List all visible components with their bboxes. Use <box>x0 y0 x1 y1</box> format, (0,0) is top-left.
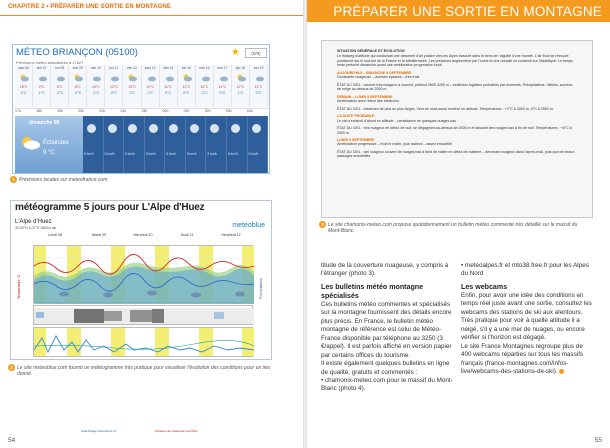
section-title: PRÉPARER UNE SORTIE EN MONTAGNE <box>333 4 602 19</box>
sun-cloud-icon <box>182 74 192 82</box>
wind-speed: 5 km/h <box>166 152 177 156</box>
meteogram-place: L'Alpe d'Huez <box>15 219 52 225</box>
bulletin-paragraph <box>337 71 575 81</box>
hourly-cell <box>248 116 269 173</box>
cloud-icon <box>218 74 228 82</box>
photo1-caption: Prévisions locales sur meteofrance.com <box>19 177 108 183</box>
page-number-right: 55 <box>594 437 602 444</box>
bulletin-heading: AUJOURD'HUI – DIMANCHE 8 SEPTEMBRE <box>337 70 412 75</box>
cloud-icon <box>254 74 264 82</box>
body-paragraph: Il existe également quelques bulletins en ligne de qualité, gratuits et commentés : <box>321 360 450 376</box>
temp-min: 4°C <box>20 91 27 95</box>
temp-min: -1°C <box>92 91 100 95</box>
day-label: mar 16 <box>199 66 210 70</box>
bulletin-paragraph <box>337 83 575 93</box>
bulletin-heading: LA SUITE PROBABLE <box>337 113 375 118</box>
meteofrance-title: MÉTEO BRIANÇON (05100) <box>16 47 138 58</box>
body-column-2 <box>461 262 593 376</box>
moon-icon <box>210 124 219 133</box>
moon-icon <box>252 124 261 133</box>
day-label: ven 19 <box>253 66 264 70</box>
bulletin-heading: SITUATION GÉNÉRALE ET ÉVOLUTION <box>337 49 405 53</box>
day-cell[interactable] <box>160 65 178 107</box>
hourly-cell <box>186 116 207 173</box>
bulletin-line: ÉTAT DU CIEL : ciel nuageux couvert de nuages bas à fond de vallée en début de matinée – devenant nuageux dans l'après-midi, plus que de beaux passages ensoleillés. <box>337 149 575 159</box>
photo3-number: 3 <box>319 221 326 228</box>
daily-forecast-grid <box>15 65 268 107</box>
page-number-left: 54 <box>8 437 16 444</box>
bulletin-line: Le thalweg d'altitude qui conduisait une descente d'air polaire vers les Alpes bascule dans le sens de l'aiguille d'une montre. L'air froid se retrouve positionné sur le sud-est de la France et la Méditerranée. Les pressions augmentent par l'ouest et une dorsale se construit sur l'Atlantique. Le temps reste perturbé dimanche avant une amélioration progressive lundi. <box>337 53 573 68</box>
hourly-cell <box>227 116 248 173</box>
hour-label: 23h <box>141 109 148 113</box>
temp-max: 9°C <box>38 85 45 89</box>
hour-label: 04h <box>246 109 253 113</box>
temp-min: 0°C <box>110 91 117 95</box>
hour-label: 21h <box>99 109 106 113</box>
wind-speed: 5 km/h <box>104 152 115 156</box>
photo1-number: 1 <box>10 176 17 183</box>
meteogram-temperature-panel <box>33 245 253 303</box>
sun-cloud-icon <box>73 74 83 82</box>
bulletin-line: Amélioration avec retour des éclaircies <box>337 99 399 104</box>
hour-label: 19h <box>57 109 63 113</box>
current-weather-panel <box>15 116 83 173</box>
body-paragraph: Enfin, pour avoir une idée des conditions en temps réel juste avant une sortie, consultez les webcams des stations de ski aux alentours. Très pratique pour voir à quelle altitude il a neigé, s'il y a une mer de nuages, ou encore vérifier si l'horizon est dégagé. <box>461 291 592 342</box>
bulletin-paragraph <box>337 114 575 124</box>
wind-speed: 5 km/h <box>248 152 259 156</box>
day-cell[interactable] <box>123 65 141 107</box>
end-of-section-icon <box>559 369 564 374</box>
hour-label: 01h <box>183 109 190 113</box>
meteogram-precip-axis-label: Précipitations <box>259 277 263 299</box>
hour-label: 22h <box>120 109 127 113</box>
cloud-icon <box>55 74 65 82</box>
temp-min: 1°C <box>38 91 45 95</box>
temp-min: -1°C <box>200 91 208 95</box>
day-label: lun 08 <box>55 66 65 70</box>
temp-min: 0°C <box>255 91 262 95</box>
temp-max: 12°C <box>236 85 245 89</box>
temp-max: 11°C <box>218 85 227 89</box>
hourly-cell <box>206 116 227 173</box>
wind-speed: 5 km/h <box>125 152 136 156</box>
meteogram-legend-left: Total Nuage Couverture % <box>81 429 117 433</box>
temp-max: 8°C <box>56 85 63 89</box>
moon-icon <box>169 124 178 133</box>
hour-label: 18h <box>36 109 42 113</box>
section-heading: Les webcams <box>461 282 508 291</box>
bulletin-paragraph <box>337 95 575 105</box>
cloud-icon <box>146 74 156 82</box>
hour-label: 02h <box>204 109 211 113</box>
sun-cloud-icon <box>19 74 29 82</box>
body-paragraph: Ces bulletins météo commentés et spécialisés sur la montagne fournissent des détails encore plus précis. En France, le bulletin météo montagne de référence est celui de Météo-France disponible par téléphone au 3250 (3 €/appel). Il est parfois affiché en version papier par certains offices du tourisme. <box>321 300 452 359</box>
bulletin-paragraph <box>337 49 575 68</box>
cloud-icon <box>37 74 47 82</box>
temp-min: 0°C <box>183 91 190 95</box>
day-label: ven 12 <box>127 66 137 70</box>
day-label: dim 07 <box>36 66 47 70</box>
temp-max: 12°C <box>146 85 154 89</box>
day-cell[interactable] <box>15 65 33 107</box>
day-cell[interactable] <box>69 65 87 107</box>
day-cell[interactable] <box>232 65 250 107</box>
bulletin-heading: LUNDI 9 SEPTEMBRE <box>337 137 375 142</box>
day-label: sam 13 <box>144 66 156 70</box>
temp-max: 12°C <box>110 85 118 89</box>
meteogram-day-label: Lundi 08 <box>48 233 62 237</box>
day-cell[interactable] <box>196 65 214 107</box>
meteogram-days <box>33 233 253 243</box>
bulletin-line: ÉTAT DU CIEL : couvert très nuageux à couvert, plafond 2800-3200 m – éclaircies fugitives probables par moments. Précipitations : faibles, averses de neige au-dessus de 2000 m. <box>337 82 573 92</box>
meteogram-day-label: Jeudi 11 <box>180 233 194 237</box>
day-cell[interactable] <box>178 65 196 107</box>
cloud-icon <box>91 74 101 82</box>
moon-icon <box>87 124 96 133</box>
bulletin-line: Dominante nuageuse – averses éparses – très frais <box>337 75 420 80</box>
wind-speed: 5 km/h <box>186 152 197 156</box>
hourly-cell <box>165 116 186 173</box>
photo2-caption: Le site meteoblue.com fournit un météogramme très pratique pour visualiser l'évolution des conditions pour un lieu donné. <box>17 365 271 378</box>
bulletin-line: Amélioration progressive – froid le matin, plus radieux – assez ensoleillé <box>337 142 452 147</box>
chamonix-bulletin-screenshot <box>321 40 593 218</box>
day-label: mer 10 <box>90 66 101 70</box>
temp-max: 18°C <box>19 85 28 89</box>
moon-icon <box>108 124 117 133</box>
photo2-number: 2 <box>8 364 15 371</box>
meteofrance-screenshot <box>12 44 270 174</box>
temp-max: 11°C <box>182 85 191 89</box>
unit-toggle-button[interactable]: (0/9) <box>245 48 267 58</box>
hourly-header <box>15 108 268 115</box>
day-label: mar 09 <box>72 66 83 70</box>
sun-cloud-icon <box>127 74 137 82</box>
body-paragraph: titude de la couverture nuageuse, y compris à l'étranger (photo 3). <box>321 262 449 278</box>
temp-min: -2°C <box>74 91 82 95</box>
temp-min: 0°C <box>219 91 226 95</box>
bulletin-paragraph <box>337 107 575 112</box>
favorite-star-icon[interactable]: ★ <box>231 47 240 58</box>
meteoblue-logo: meteoblue <box>232 222 265 229</box>
day-label: lun 15 <box>181 66 191 70</box>
hour-label: 20h <box>78 109 85 113</box>
hourly-cell <box>83 116 104 173</box>
day-cell[interactable] <box>142 65 160 107</box>
photo3-caption: Le site chamonix-meteo.com propose quotidiennement un bulletin météo commenté très détaillé sur le massif du Mont-Blanc. <box>328 222 578 235</box>
section-header <box>307 0 610 22</box>
temp-min: 1°C <box>237 91 244 95</box>
day-cell[interactable] <box>250 65 268 107</box>
bulletin-heading: DEMAIN – LUNDI 9 SEPTEMBRE <box>337 94 393 99</box>
body-paragraph: • chamonix-meteo.com pour le massif du Mont-Blanc (photo 4). <box>321 376 453 393</box>
day-cell[interactable] <box>105 65 123 107</box>
moon-icon <box>190 124 199 133</box>
chapter-title: CHAPITRE 2 • PRÉPARER UNE SORTIE EN MONTAGNE <box>8 4 171 10</box>
current-temperature: 9 °C <box>43 150 55 156</box>
temp-min: 1°C <box>129 91 135 95</box>
temp-min: -1°C <box>56 91 64 95</box>
temp-max: 13°C <box>128 85 136 89</box>
meteogram-temp-axis-label: Température °C <box>17 274 21 299</box>
temp-min: 1°C <box>147 91 154 95</box>
current-description: Éclaircies <box>43 140 69 146</box>
meteogram-title: météogramme 5 jours pour L'Alpe d'Huez <box>15 202 205 213</box>
temp-min: 0°C <box>165 91 172 95</box>
meteogram-legend-right: Pression de niveau de mer hPa <box>155 429 197 433</box>
hourly-cell <box>145 116 166 173</box>
left-page <box>0 0 303 448</box>
hour-label: 03h <box>225 109 232 113</box>
meteofrance-update-time: Prévisions météo actualisées à 17h27 <box>16 60 84 65</box>
wind-speed: 5 km/h <box>207 152 218 156</box>
wind-and-pressure-curves <box>34 328 254 358</box>
temp-max: 11°C <box>254 85 263 89</box>
wind-speed: 5 km/h <box>145 152 156 156</box>
day-cell[interactable] <box>87 65 105 107</box>
sun-cloud-icon <box>236 74 246 82</box>
moon-icon <box>149 124 158 133</box>
cloud-icon <box>164 74 174 82</box>
day-label: sam 06 <box>18 66 29 70</box>
day-label: jeu 18 <box>235 66 245 70</box>
day-label: mer 17 <box>217 66 228 70</box>
meteogram-day-label: Mardi 09 <box>92 233 106 237</box>
temp-max: 10°C <box>200 85 209 89</box>
day-cell[interactable] <box>214 65 232 107</box>
meteogram-day-label: Mercredi 10 <box>133 233 153 237</box>
bulletin-text <box>337 49 575 162</box>
cloud-icon <box>200 74 210 82</box>
meteogram-day-label: Vendredi 12 <box>221 233 241 237</box>
body-paragraph: • meteoalpes.fr et mto38.free.fr pour les Alpes du Nord <box>461 262 589 278</box>
body-column-1 <box>321 262 453 394</box>
hour-label: 17h <box>15 109 21 113</box>
current-day: dimanche 08 <box>29 120 60 126</box>
body-paragraph: Le site France Montagnes regroupe plus de 400 webcams réparties sur tous les massifs français (france-montagnes.com/infos-live/webcams-des-stations-de-ski). <box>461 342 584 375</box>
cloud-icon <box>109 74 119 82</box>
temp-max: 10°C <box>91 85 100 89</box>
section-heading: Les bulletins météo montagne spécialisés <box>321 282 424 300</box>
bulletin-paragraph <box>337 150 575 160</box>
day-label: jeu 11 <box>109 66 119 70</box>
wind-speed: 5 km/h <box>84 152 94 156</box>
bulletin-line: ÉTAT DU CIEL : très nuageux en début de nuit, se dégageant au-dessus de 2000 m et laissant des nuages bas à fin de nuit. Températures : +6°C à 2000 m. <box>337 125 572 135</box>
day-cell[interactable] <box>33 65 51 107</box>
temp-max: 11°C <box>164 85 172 89</box>
bulletin-line: ÉTAT DU CIEL : éclaircies de plus en plus larges. Vent de nord-ouest modéré en altitude. Températures : +2°C à 3000 m, 0°C à 2500 m. <box>337 106 554 111</box>
cloud-cover-band <box>34 306 254 326</box>
bulletin-paragraph <box>337 126 575 136</box>
bulletin-paragraph <box>337 138 575 148</box>
day-label: dim 14 <box>163 66 174 70</box>
day-cell[interactable] <box>51 65 69 107</box>
temp-max: 8°C <box>74 85 81 89</box>
chapter-header <box>0 0 303 16</box>
hour-label: 00h <box>162 109 169 113</box>
hourly-cell <box>124 116 145 173</box>
temperature-curves <box>34 246 254 304</box>
bulletin-line: Le ciel s'éclaircit d'abord en altitude – persistance de quelques nuages bas. <box>337 118 458 123</box>
right-page <box>307 0 610 448</box>
sun-cloud-icon <box>19 136 41 150</box>
meteogram-coords: 45.09°N 6.07°E 1860m asl <box>15 226 57 230</box>
hourly-forecast-strip <box>83 116 268 173</box>
meteogram-pressure-panel <box>33 327 253 357</box>
wind-speed: 5 km/h <box>227 152 238 156</box>
moon-icon <box>231 124 240 133</box>
hourly-cell <box>104 116 125 173</box>
moon-icon <box>128 124 137 133</box>
